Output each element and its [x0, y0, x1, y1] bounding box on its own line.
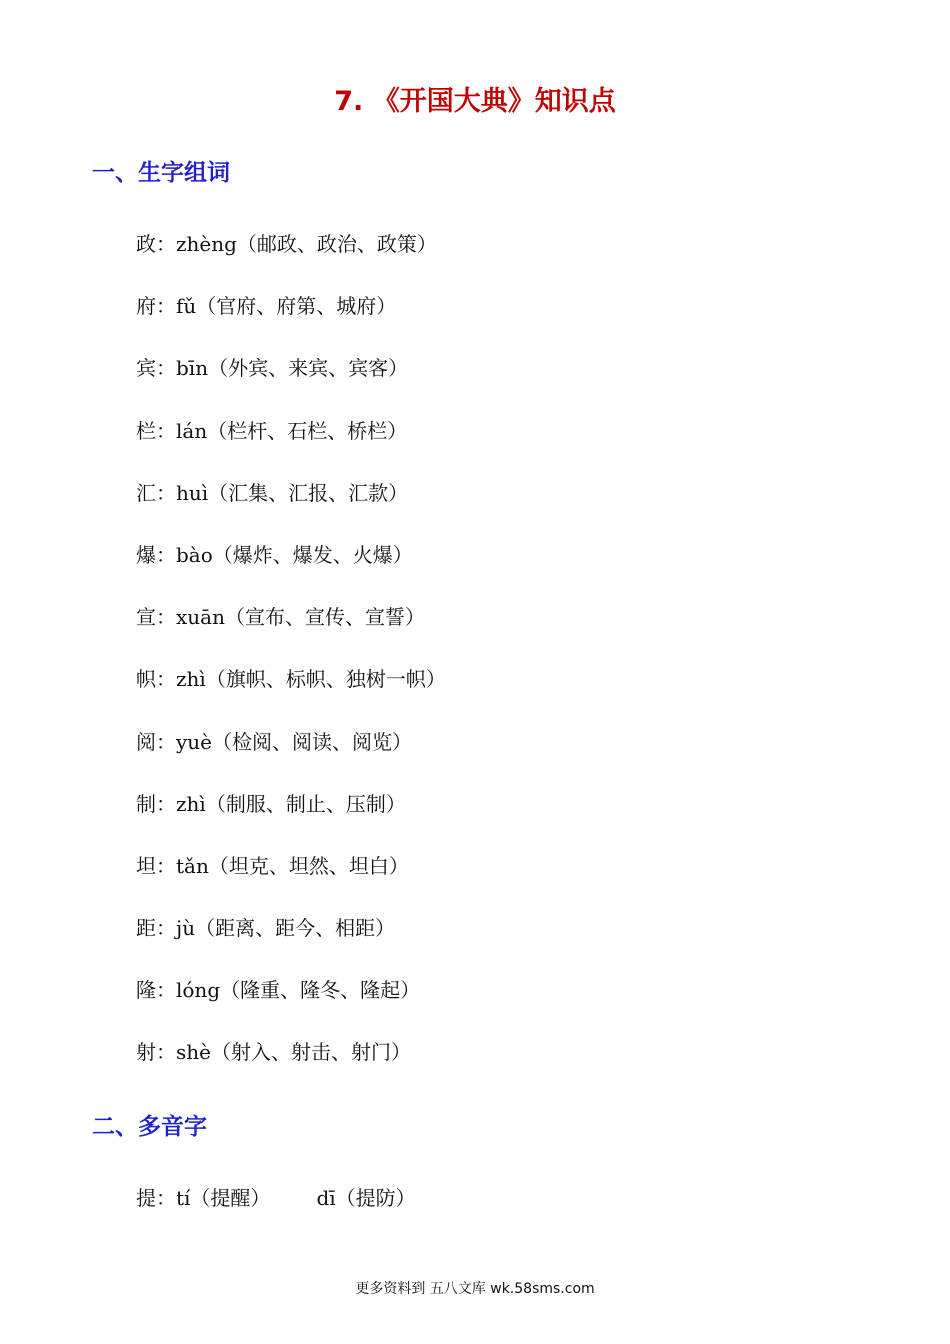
- vocab-item-zhi-make: 制：zhì（制服、制止、压制）: [136, 791, 406, 816]
- page-title: 7. 《开国大典》知识点: [334, 86, 616, 117]
- polyphone-reading-di: dī（提防）: [316, 1186, 416, 1210]
- vocab-item-tan: 坦：tǎn（坦克、坦然、坦白）: [136, 853, 409, 878]
- footer-watermark: 更多资料到 五八文库 wk.58sms.com: [355, 1281, 595, 1297]
- vocab-item-zhi-flag: 帜：zhì（旗帜、标帜、独树一帜）: [136, 667, 446, 692]
- vocab-item-lan: 栏：lán（栏杆、石栏、桥栏）: [136, 418, 408, 443]
- section-heading-vocabulary: 一、生字组词: [92, 160, 230, 186]
- polyphone-item-ti: [136, 1182, 416, 1214]
- section-heading-polyphones: 二、多音字: [92, 1114, 207, 1140]
- vocab-item-hui: 汇：huì（汇集、汇报、汇款）: [136, 480, 409, 505]
- vocab-item-bao: 爆：bào（爆炸、爆发、火爆）: [136, 542, 413, 567]
- vocabulary-list: [136, 228, 446, 1099]
- vocab-item-bin: 宾：bīn（外宾、来宾、宾客）: [136, 356, 409, 381]
- vocab-item-fu: 府：fǔ（官府、府第、城府）: [136, 294, 397, 319]
- vocab-item-xuan: 宣：xuān（宣布、宣传、宣誓）: [136, 605, 425, 630]
- vocab-item-long: 隆：lóng（隆重、隆冬、隆起）: [136, 978, 421, 1003]
- vocab-item-zheng: 政：zhèng（邮政、政治、政策）: [136, 232, 437, 256]
- vocab-item-she: 射：shè（射入、射击、射门）: [136, 1040, 411, 1065]
- vocab-item-ju: 距：jù（距离、距今、相距）: [136, 916, 396, 941]
- vocab-item-yue: 阅：yuè（检阅、阅读、阅览）: [136, 729, 413, 754]
- polyphone-reading-ti: 提：tí（提醒）: [136, 1186, 271, 1210]
